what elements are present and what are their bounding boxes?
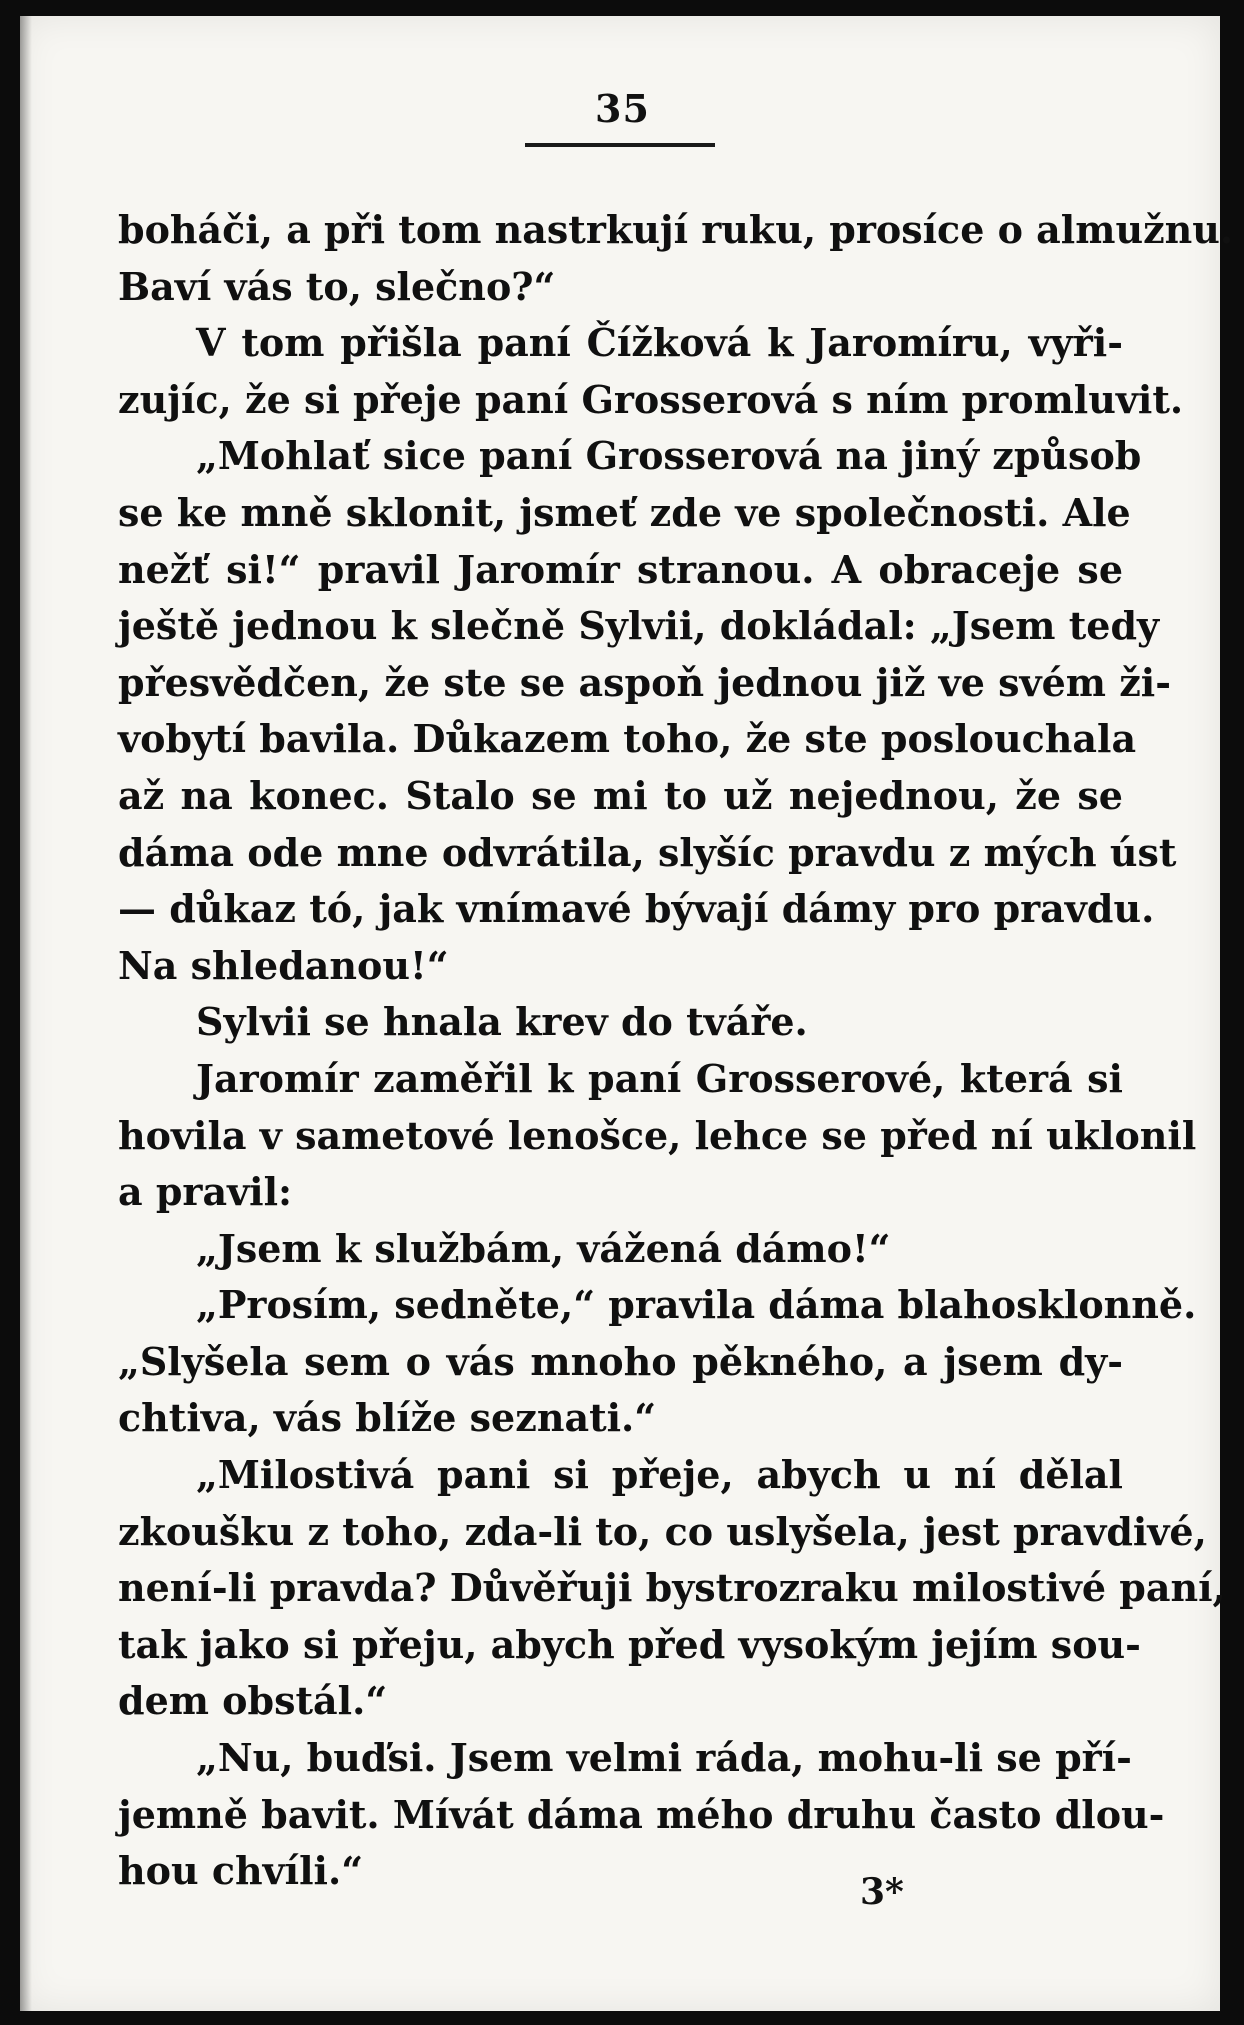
- text-line: „Jsem k službám, vážená dámo!“: [196, 1225, 891, 1271]
- text-line: „Nu, buďsi. Jsem velmi ráda, mohu-li se pří-: [196, 1735, 1132, 1781]
- body-text: [118, 202, 1234, 1900]
- text-line: přesvědčen, že ste se aspoň jednou již ve svém ži-: [118, 659, 1171, 705]
- signature-mark: 3*: [860, 1871, 904, 1913]
- text-line: tak jako si přeju, abych před vysokým jejím sou-: [118, 1621, 1141, 1667]
- text-line: Baví vás to, slečno?“: [118, 263, 556, 309]
- text-line: V tom přišla paní Čížková k Jaromíru, vyři-: [196, 320, 1123, 366]
- text-line: Jaromír zaměřil k paní Grosserové, která si: [196, 1055, 1123, 1101]
- book-page: [20, 16, 1234, 2011]
- text-line: není-li pravda? Důvěřuji bystrozraku milostivé paní,: [118, 1565, 1226, 1611]
- text-line: zujíc, že si přeje paní Grosserová s ním promluvit.: [118, 376, 1184, 422]
- text-line: „Slyšela sem o vás mnoho pěkného, a jsem dy-: [118, 1338, 1123, 1384]
- text-line: zkoušku z toho, zda-li to, co uslyšela, jest pravdivé,: [118, 1508, 1207, 1554]
- page-number: 35: [595, 86, 650, 131]
- text-line: boháči, a při tom nastrkují ruku, prosíce o almužnu.: [118, 207, 1234, 252]
- text-line: a pravil:: [118, 1169, 293, 1215]
- text-line: hou chvíli.“: [118, 1848, 364, 1894]
- text-line: jemně bavit. Mívát dáma mého druhu často dlou-: [118, 1791, 1165, 1837]
- text-line: dáma ode mne odvrátila, slyšíc pravdu z mých úst: [118, 829, 1177, 875]
- text-line: dem obstál.“: [118, 1678, 388, 1724]
- text-line: — důkaz tó, jak vnímavé bývají dámy pro pravdu.: [118, 886, 1155, 932]
- text-line: Na shledanou!“: [118, 942, 449, 988]
- text-line: ještě jednou k slečně Sylvii, dokládal: „Jsem tedy: [118, 603, 1160, 649]
- text-line: Sylvii se hnala krev do tváře.: [196, 999, 808, 1045]
- text-line: hovila v sametové lenošce, lehce se před ní uklonil: [118, 1112, 1197, 1158]
- text-line: „Mohlať sice paní Grosserová na jiný způsob: [196, 433, 1142, 479]
- text-line: až na konec. Stalo se mi to už nejednou, že se: [118, 772, 1123, 818]
- text-line: vobytí bavila. Důkazem toho, že ste poslouchala: [118, 716, 1137, 762]
- text-line: „Prosím, sedněte,“ pravila dáma blahosklonně.: [196, 1282, 1197, 1328]
- header-rule: [525, 143, 715, 147]
- page-edge-shadow: [20, 16, 32, 2011]
- text-line: „Milostivá pani si přeje, abych u ní dělal: [196, 1452, 1123, 1498]
- text-line: se ke mně sklonit, jsmeť zde ve společnosti. Ale: [118, 489, 1131, 535]
- text-line: nežť si!“ pravil Jaromír stranou. A obraceje se: [118, 546, 1123, 592]
- text-line: chtiva, vás blíže seznati.“: [118, 1395, 657, 1441]
